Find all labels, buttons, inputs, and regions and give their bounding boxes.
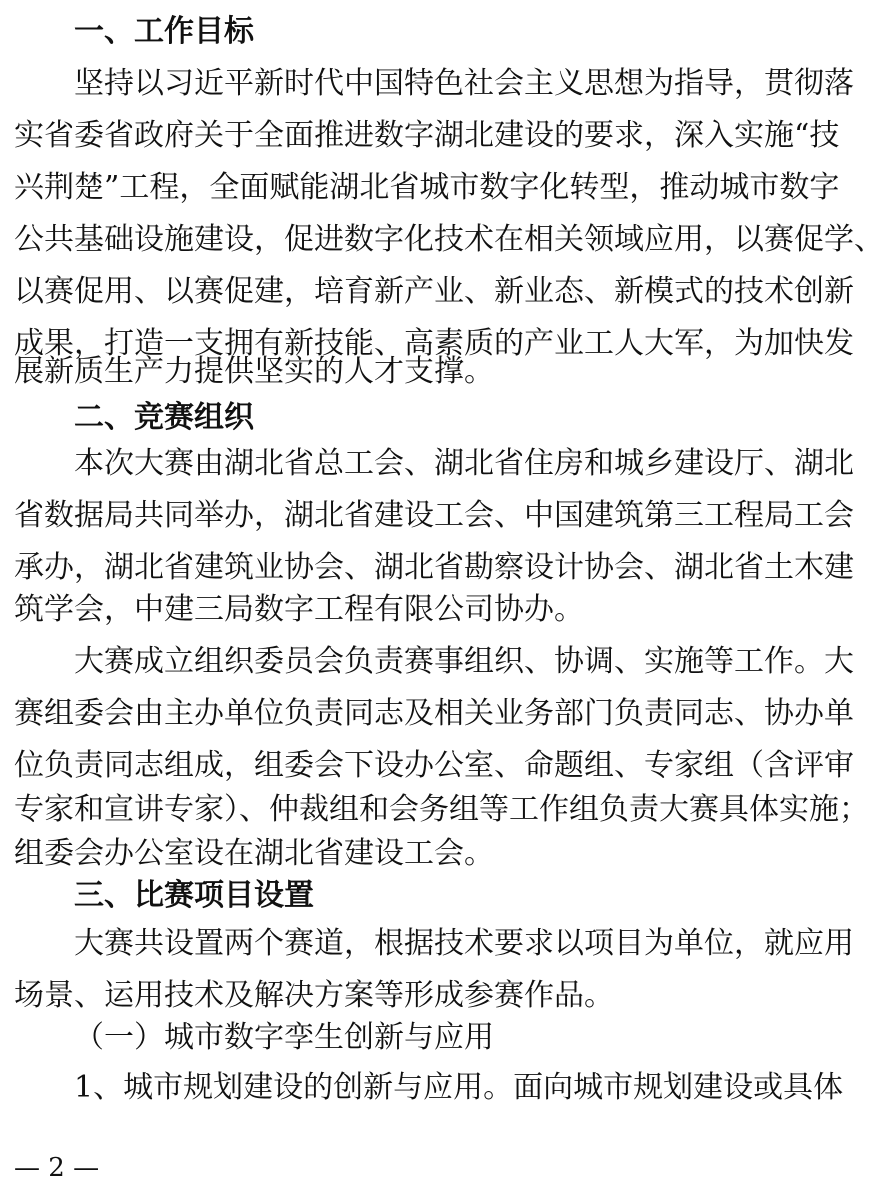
paragraph-line: 筑学会，中建三局数字工程有限公司协办。: [14, 592, 584, 627]
paragraph-line: 公共基础设施建设，促进数字化技术在相关领域应用，以赛促学、: [14, 222, 884, 257]
paragraph-line: 位负责同志组成，组委会下设办公室、命题组、专家组（含评审: [14, 748, 854, 783]
paragraph-line: 成果，打造一支拥有新技能、高素质的产业工人大军，为加快发: [14, 326, 854, 361]
paragraph-line: 承办，湖北省建筑业协会、湖北省勘察设计协会、湖北省土木建: [14, 550, 854, 585]
paragraph-line: 1、城市规划建设的创新与应用。面向城市规划建设或具体: [74, 1070, 844, 1105]
section-heading-goals: 一、工作目标: [74, 14, 254, 49]
paragraph-line: 实省委省政府关于全面推进数字湖北建设的要求，深入实施“技: [14, 118, 840, 153]
section-heading-organization: 二、竞赛组织: [74, 400, 254, 435]
paragraph-line: 专家和宣讲专家）、仲裁组和会务组等工作组负责大赛具体实施；: [14, 792, 869, 827]
paragraph-line: 坚持以习近平新时代中国特色社会主义思想为指导，贯彻落: [74, 66, 854, 101]
page-number: — 2 —: [14, 1153, 100, 1183]
paragraph-line: 展新质生产力提供坚实的人才支撑。: [14, 354, 494, 389]
paragraph-line: 以赛促用、以赛促建，培育新产业、新业态、新模式的技术创新: [14, 274, 854, 309]
paragraph-line: 省数据局共同举办，湖北省建设工会、中国建筑第三工程局工会: [14, 498, 854, 533]
paragraph-line: 大赛共设置两个赛道，根据技术要求以项目为单位，就应用: [74, 926, 854, 961]
subheading-digital-twin: （一）城市数字孪生创新与应用: [74, 1020, 494, 1055]
paragraph-line: 场景、运用技术及解决方案等形成参赛作品。: [14, 978, 614, 1013]
paragraph-line: 兴荆楚”工程，全面赋能湖北省城市数字化转型，推动城市数字: [14, 170, 840, 205]
paragraph-line: 组委会办公室设在湖北省建设工会。: [14, 836, 494, 871]
paragraph-line: 大赛成立组织委员会负责赛事组织、协调、实施等工作。大: [74, 644, 854, 679]
section-heading-projects: 三、比赛项目设置: [74, 878, 314, 913]
paragraph-line: 赛组委会由主办单位负责同志及相关业务部门负责同志、协办单: [14, 696, 854, 731]
paragraph-line: 本次大赛由湖北省总工会、湖北省住房和城乡建设厅、湖北: [74, 446, 854, 481]
